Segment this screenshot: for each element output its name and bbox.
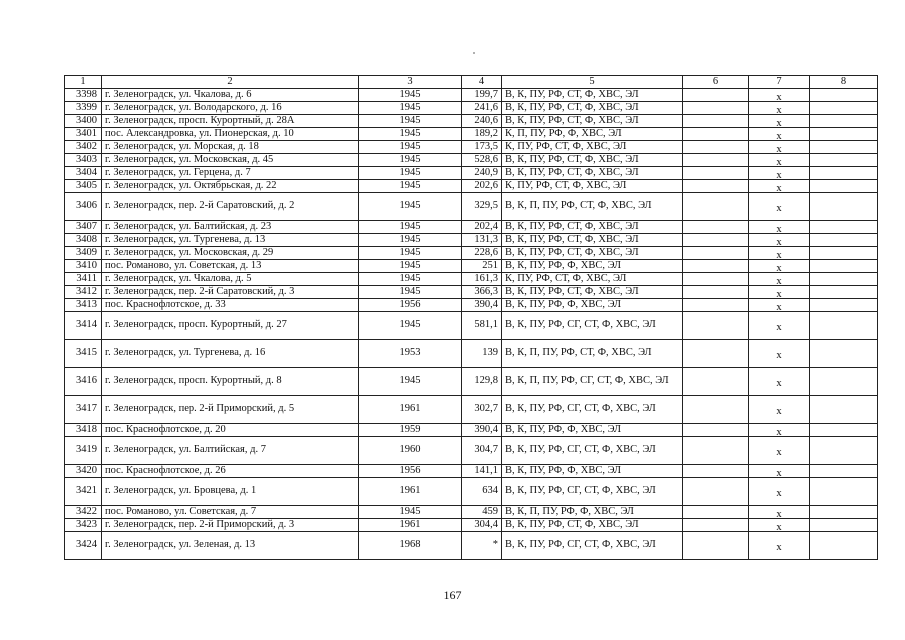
row-engineering-systems: В, К, ПУ, РФ, СТ, Ф, ХВС, ЭЛ	[502, 286, 683, 299]
row-col-6	[683, 221, 749, 234]
row-year: 1945	[359, 221, 462, 234]
row-col-8	[810, 89, 878, 102]
row-year: 1945	[359, 506, 462, 519]
row-address: г. Зеленоградск, ул. Бровцева, д. 1	[102, 478, 359, 506]
row-col-8	[810, 141, 878, 154]
row-address: г. Зеленоградск, пер. 2-й Саратовский, д. 2	[102, 193, 359, 221]
row-address: пос. Романово, ул. Советская, д. 7	[102, 506, 359, 519]
header-col-1: 1	[65, 76, 102, 89]
row-engineering-systems: В, К, ПУ, РФ, СТ, Ф, ХВС, ЭЛ	[502, 115, 683, 128]
row-number: 3416	[65, 368, 102, 396]
row-year: 1945	[359, 193, 462, 221]
row-col-7	[749, 519, 810, 532]
table-body	[65, 89, 878, 560]
row-col-6	[683, 154, 749, 167]
x-mark: x	[776, 169, 782, 180]
x-mark: x	[776, 350, 782, 362]
row-area: 241,6	[462, 102, 502, 115]
row-address: г. Зеленоградск, ул. Тургенева, д. 13	[102, 234, 359, 247]
row-year: 1961	[359, 478, 462, 506]
row-col-6	[683, 247, 749, 260]
row-col-7	[749, 299, 810, 312]
x-mark: x	[776, 91, 782, 102]
row-year: 1945	[359, 273, 462, 286]
row-col-6	[683, 519, 749, 532]
row-col-6	[683, 128, 749, 141]
row-area: 199,7	[462, 89, 502, 102]
row-year: 1945	[359, 260, 462, 273]
row-col-7	[749, 193, 810, 221]
row-col-7	[749, 89, 810, 102]
table-row	[65, 273, 878, 286]
row-number: 3421	[65, 478, 102, 506]
row-col-7	[749, 115, 810, 128]
header-col-2: 2	[102, 76, 359, 89]
row-area: 251	[462, 260, 502, 273]
row-year: 1960	[359, 437, 462, 465]
row-engineering-systems: В, К, ПУ, РФ, СТ, Ф, ХВС, ЭЛ	[502, 89, 683, 102]
row-col-7	[749, 465, 810, 478]
row-col-8	[810, 340, 878, 368]
x-mark: x	[776, 508, 782, 519]
row-address: г. Зеленоградск, ул. Морская, д. 18	[102, 141, 359, 154]
table-row	[65, 154, 878, 167]
header-col-4: 4	[462, 76, 502, 89]
row-col-6	[683, 141, 749, 154]
row-area: *	[462, 532, 502, 560]
row-col-7	[749, 312, 810, 340]
x-mark: x	[776, 322, 782, 334]
row-col-7	[749, 141, 810, 154]
row-number: 3414	[65, 312, 102, 340]
row-engineering-systems: В, К, П, ПУ, РФ, СТ, Ф, ХВС, ЭЛ	[502, 193, 683, 221]
row-engineering-systems: К, ПУ, РФ, СТ, Ф, ХВС, ЭЛ	[502, 180, 683, 193]
row-engineering-systems: В, К, ПУ, РФ, Ф, ХВС, ЭЛ	[502, 424, 683, 437]
row-address: г. Зеленоградск, ул. Балтийская, д. 7	[102, 437, 359, 465]
table-row	[65, 128, 878, 141]
row-area: 366,3	[462, 286, 502, 299]
row-col-6	[683, 299, 749, 312]
row-col-7	[749, 221, 810, 234]
x-mark: x	[776, 223, 782, 234]
row-col-8	[810, 273, 878, 286]
row-col-7	[749, 478, 810, 506]
row-number: 3419	[65, 437, 102, 465]
row-area: 141,1	[462, 465, 502, 478]
row-number: 3418	[65, 424, 102, 437]
row-col-7	[749, 180, 810, 193]
row-address: пос. Краснофлотское, д. 26	[102, 465, 359, 478]
row-number: 3413	[65, 299, 102, 312]
row-engineering-systems: К, П, ПУ, РФ, Ф, ХВС, ЭЛ	[502, 128, 683, 141]
row-number: 3423	[65, 519, 102, 532]
row-col-6	[683, 102, 749, 115]
table-row	[65, 193, 878, 221]
row-engineering-systems: В, К, ПУ, РФ, СГ, СТ, Ф, ХВС, ЭЛ	[502, 532, 683, 560]
row-address: г. Зеленоградск, пер. 2-й Приморский, д. 3	[102, 519, 359, 532]
row-address: г. Зеленоградск, ул. Московская, д. 45	[102, 154, 359, 167]
row-year: 1945	[359, 180, 462, 193]
row-address: г. Зеленоградск, ул. Чкалова, д. 6	[102, 89, 359, 102]
row-area: 581,1	[462, 312, 502, 340]
row-col-8	[810, 465, 878, 478]
row-number: 3410	[65, 260, 102, 273]
row-address: г. Зеленоградск, ул. Московская, д. 29	[102, 247, 359, 260]
header-col-5: 5	[502, 76, 683, 89]
row-col-7	[749, 424, 810, 437]
row-area: 202,6	[462, 180, 502, 193]
row-area: 329,5	[462, 193, 502, 221]
row-col-7	[749, 396, 810, 424]
table-row	[65, 234, 878, 247]
row-area: 131,3	[462, 234, 502, 247]
row-number: 3400	[65, 115, 102, 128]
row-col-8	[810, 396, 878, 424]
row-number: 3402	[65, 141, 102, 154]
row-col-6	[683, 180, 749, 193]
housing-register-table	[64, 75, 878, 560]
row-col-8	[810, 102, 878, 115]
row-year: 1945	[359, 102, 462, 115]
row-col-8	[810, 115, 878, 128]
row-col-7	[749, 532, 810, 560]
row-area: 129,8	[462, 368, 502, 396]
table-row	[65, 424, 878, 437]
x-mark: x	[776, 301, 782, 312]
row-address: пос. Александровка, ул. Пионерская, д. 10	[102, 128, 359, 141]
table-row	[65, 340, 878, 368]
row-year: 1945	[359, 247, 462, 260]
row-number: 3409	[65, 247, 102, 260]
row-col-6	[683, 396, 749, 424]
x-mark: x	[776, 488, 782, 500]
row-engineering-systems: В, К, ПУ, РФ, СТ, Ф, ХВС, ЭЛ	[502, 247, 683, 260]
x-mark: x	[776, 467, 782, 478]
row-year: 1968	[359, 532, 462, 560]
row-engineering-systems: В, К, ПУ, РФ, СГ, СТ, Ф, ХВС, ЭЛ	[502, 312, 683, 340]
row-col-8	[810, 221, 878, 234]
row-area: 189,2	[462, 128, 502, 141]
row-engineering-systems: В, К, ПУ, РФ, СГ, СТ, Ф, ХВС, ЭЛ	[502, 396, 683, 424]
row-number: 3422	[65, 506, 102, 519]
row-engineering-systems: В, К, ПУ, РФ, СГ, СТ, Ф, ХВС, ЭЛ	[502, 437, 683, 465]
row-col-7	[749, 260, 810, 273]
table-row	[65, 396, 878, 424]
row-area: 240,6	[462, 115, 502, 128]
row-address: г. Зеленоградск, ул. Зеленая, д. 13	[102, 532, 359, 560]
row-col-8	[810, 437, 878, 465]
x-mark: x	[776, 143, 782, 154]
row-number: 3415	[65, 340, 102, 368]
row-col-8	[810, 506, 878, 519]
row-col-6	[683, 234, 749, 247]
row-col-8	[810, 154, 878, 167]
row-col-8	[810, 193, 878, 221]
row-col-6	[683, 532, 749, 560]
row-year: 1961	[359, 396, 462, 424]
row-year: 1945	[359, 368, 462, 396]
row-year: 1945	[359, 128, 462, 141]
row-col-7	[749, 154, 810, 167]
row-number: 3404	[65, 167, 102, 180]
row-area: 634	[462, 478, 502, 506]
row-year: 1956	[359, 299, 462, 312]
x-mark: x	[776, 406, 782, 418]
header-col-6: 6	[683, 76, 749, 89]
table-row	[65, 532, 878, 560]
row-col-7	[749, 247, 810, 260]
row-area: 304,7	[462, 437, 502, 465]
x-mark: x	[776, 378, 782, 390]
x-mark: x	[776, 426, 782, 437]
row-engineering-systems: В, К, П, ПУ, РФ, СТ, Ф, ХВС, ЭЛ	[502, 340, 683, 368]
row-col-8	[810, 167, 878, 180]
row-col-6	[683, 437, 749, 465]
row-number: 3406	[65, 193, 102, 221]
row-number: 3412	[65, 286, 102, 299]
row-col-7	[749, 102, 810, 115]
row-col-6	[683, 167, 749, 180]
table-row	[65, 102, 878, 115]
table-row	[65, 260, 878, 273]
table-row	[65, 299, 878, 312]
row-year: 1945	[359, 141, 462, 154]
table-row	[65, 221, 878, 234]
table-row	[65, 312, 878, 340]
row-col-7	[749, 167, 810, 180]
row-address: пос. Краснофлотское, д. 33	[102, 299, 359, 312]
table-row	[65, 368, 878, 396]
row-col-6	[683, 424, 749, 437]
scan-dot	[473, 52, 475, 54]
row-col-6	[683, 340, 749, 368]
row-number: 3408	[65, 234, 102, 247]
row-engineering-systems: В, К, ПУ, РФ, СГ, СТ, Ф, ХВС, ЭЛ	[502, 478, 683, 506]
row-area: 390,4	[462, 299, 502, 312]
row-engineering-systems: В, К, ПУ, РФ, Ф, ХВС, ЭЛ	[502, 299, 683, 312]
row-engineering-systems: В, К, ПУ, РФ, СТ, Ф, ХВС, ЭЛ	[502, 234, 683, 247]
row-number: 3401	[65, 128, 102, 141]
x-mark: x	[776, 236, 782, 247]
table-row	[65, 478, 878, 506]
x-mark: x	[776, 447, 782, 459]
row-engineering-systems: В, К, П, ПУ, РФ, СГ, СТ, Ф, ХВС, ЭЛ	[502, 368, 683, 396]
row-engineering-systems: В, К, ПУ, РФ, Ф, ХВС, ЭЛ	[502, 465, 683, 478]
x-mark: x	[776, 542, 782, 554]
row-col-8	[810, 234, 878, 247]
row-number: 3407	[65, 221, 102, 234]
row-number: 3403	[65, 154, 102, 167]
table-row	[65, 506, 878, 519]
table-row	[65, 167, 878, 180]
row-number: 3398	[65, 89, 102, 102]
row-address: г. Зеленоградск, ул. Герцена, д. 7	[102, 167, 359, 180]
row-year: 1953	[359, 340, 462, 368]
page-number: 167	[443, 588, 462, 602]
header-col-7: 7	[749, 76, 810, 89]
row-area: 390,4	[462, 424, 502, 437]
row-engineering-systems: В, К, ПУ, РФ, СТ, Ф, ХВС, ЭЛ	[502, 519, 683, 532]
row-col-8	[810, 312, 878, 340]
row-number: 3399	[65, 102, 102, 115]
row-engineering-systems: К, ПУ, РФ, СТ, Ф, ХВС, ЭЛ	[502, 141, 683, 154]
row-area: 459	[462, 506, 502, 519]
row-area: 202,4	[462, 221, 502, 234]
row-year: 1956	[359, 465, 462, 478]
row-col-8	[810, 478, 878, 506]
table-row	[65, 465, 878, 478]
x-mark: x	[776, 130, 782, 141]
row-area: 139	[462, 340, 502, 368]
row-col-6	[683, 478, 749, 506]
row-col-8	[810, 368, 878, 396]
row-col-6	[683, 260, 749, 273]
row-area: 528,6	[462, 154, 502, 167]
row-col-6	[683, 193, 749, 221]
row-year: 1961	[359, 519, 462, 532]
row-engineering-systems: В, К, ПУ, РФ, СТ, Ф, ХВС, ЭЛ	[502, 221, 683, 234]
row-area: 161,3	[462, 273, 502, 286]
row-year: 1945	[359, 312, 462, 340]
row-year: 1945	[359, 286, 462, 299]
table-row	[65, 115, 878, 128]
row-col-6	[683, 115, 749, 128]
row-address: пос. Романово, ул. Советская, д. 13	[102, 260, 359, 273]
row-address: пос. Краснофлотское, д. 20	[102, 424, 359, 437]
row-address: г. Зеленоградск, ул. Балтийская, д. 23	[102, 221, 359, 234]
row-engineering-systems: В, К, ПУ, РФ, Ф, ХВС, ЭЛ	[502, 260, 683, 273]
table-row	[65, 89, 878, 102]
x-mark: x	[776, 262, 782, 273]
table-row	[65, 286, 878, 299]
x-mark: x	[776, 104, 782, 115]
row-col-8	[810, 299, 878, 312]
row-year: 1945	[359, 154, 462, 167]
row-area: 302,7	[462, 396, 502, 424]
row-number: 3405	[65, 180, 102, 193]
row-engineering-systems: К, ПУ, РФ, СТ, Ф, ХВС, ЭЛ	[502, 273, 683, 286]
table-row	[65, 180, 878, 193]
header-col-8: 8	[810, 76, 878, 89]
row-area: 240,9	[462, 167, 502, 180]
row-area: 173,5	[462, 141, 502, 154]
row-col-6	[683, 89, 749, 102]
header-col-3: 3	[359, 76, 462, 89]
row-area: 228,6	[462, 247, 502, 260]
table-row	[65, 141, 878, 154]
row-engineering-systems: В, К, ПУ, РФ, СТ, Ф, ХВС, ЭЛ	[502, 154, 683, 167]
x-mark: x	[776, 203, 782, 215]
row-col-8	[810, 519, 878, 532]
x-mark: x	[776, 275, 782, 286]
table-row	[65, 247, 878, 260]
row-col-8	[810, 260, 878, 273]
row-address: г. Зеленоградск, ул. Тургенева, д. 16	[102, 340, 359, 368]
row-col-7	[749, 506, 810, 519]
row-address: г. Зеленоградск, ул. Чкалова, д. 5	[102, 273, 359, 286]
row-col-8	[810, 128, 878, 141]
row-col-8	[810, 532, 878, 560]
row-col-7	[749, 437, 810, 465]
row-engineering-systems: В, К, ПУ, РФ, СТ, Ф, ХВС, ЭЛ	[502, 167, 683, 180]
row-col-6	[683, 286, 749, 299]
header-row	[65, 76, 878, 89]
x-mark: x	[776, 156, 782, 167]
row-col-7	[749, 340, 810, 368]
row-address: г. Зеленоградск, просп. Курортный, д. 8	[102, 368, 359, 396]
row-year: 1945	[359, 89, 462, 102]
row-year: 1945	[359, 167, 462, 180]
row-address: г. Зеленоградск, ул. Октябрьская, д. 22	[102, 180, 359, 193]
row-col-7	[749, 128, 810, 141]
row-engineering-systems: В, К, ПУ, РФ, СТ, Ф, ХВС, ЭЛ	[502, 102, 683, 115]
row-address: г. Зеленоградск, пер. 2-й Приморский, д. 5	[102, 396, 359, 424]
row-col-6	[683, 506, 749, 519]
row-address: г. Зеленоградск, пер. 2-й Саратовский, д. 3	[102, 286, 359, 299]
row-number: 3411	[65, 273, 102, 286]
row-address: г. Зеленоградск, ул. Володарского, д. 16	[102, 102, 359, 115]
row-number: 3420	[65, 465, 102, 478]
row-engineering-systems: В, К, П, ПУ, РФ, Ф, ХВС, ЭЛ	[502, 506, 683, 519]
row-address: г. Зеленоградск, просп. Курортный, д. 28А	[102, 115, 359, 128]
row-address: г. Зеленоградск, просп. Курортный, д. 27	[102, 312, 359, 340]
x-mark: x	[776, 249, 782, 260]
row-col-7	[749, 286, 810, 299]
row-col-7	[749, 368, 810, 396]
row-col-8	[810, 180, 878, 193]
row-year: 1959	[359, 424, 462, 437]
row-col-6	[683, 368, 749, 396]
row-year: 1945	[359, 234, 462, 247]
row-year: 1945	[359, 115, 462, 128]
row-col-6	[683, 312, 749, 340]
row-area: 304,4	[462, 519, 502, 532]
table-row	[65, 437, 878, 465]
row-number: 3424	[65, 532, 102, 560]
row-col-7	[749, 273, 810, 286]
row-col-8	[810, 424, 878, 437]
x-mark: x	[776, 117, 782, 128]
row-col-6	[683, 465, 749, 478]
row-number: 3417	[65, 396, 102, 424]
row-col-8	[810, 247, 878, 260]
row-col-6	[683, 273, 749, 286]
table-row	[65, 519, 878, 532]
row-col-7	[749, 234, 810, 247]
x-mark: x	[776, 182, 782, 193]
row-col-8	[810, 286, 878, 299]
x-mark: x	[776, 521, 782, 532]
x-mark: x	[776, 288, 782, 299]
